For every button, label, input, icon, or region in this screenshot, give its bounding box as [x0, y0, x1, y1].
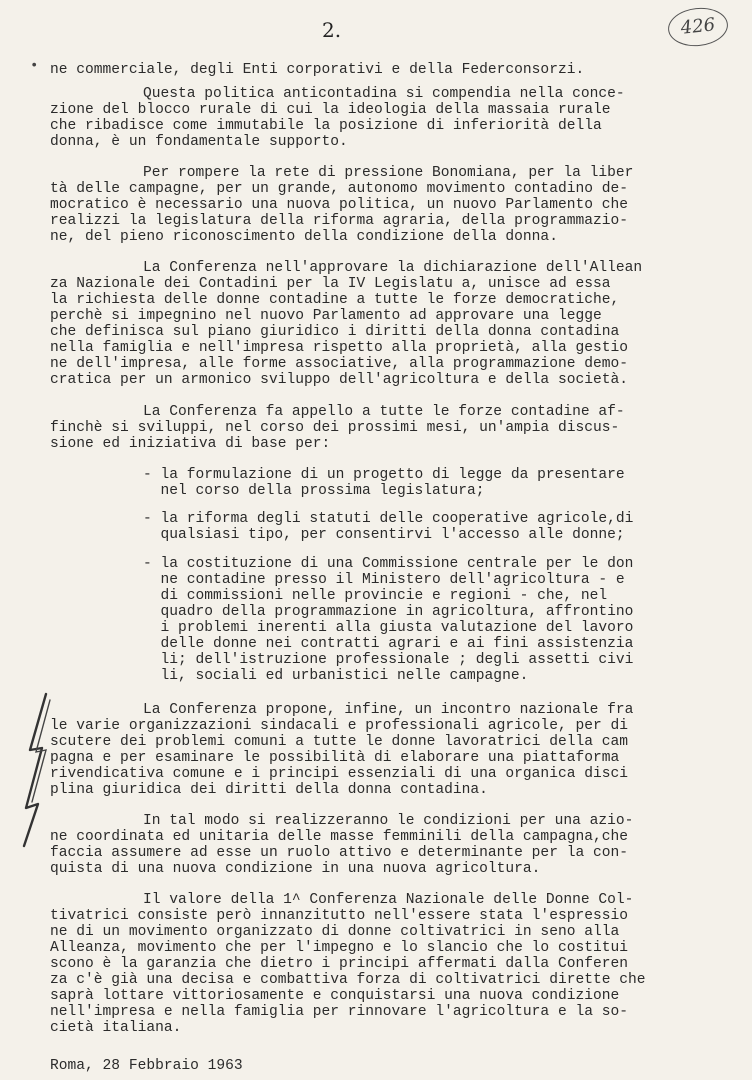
list-item-line: i problemi inerenti alla giusta valutazione del lavoro	[143, 620, 634, 636]
text-line: ne di un movimento organizzato di donne coltivatrici in seno alla	[50, 924, 620, 940]
text-line: finchè si sviluppi, nel corso dei prossimi mesi, un'ampia discus-	[50, 420, 620, 436]
text-line: ne dell'impresa, alle forme associative, alla programmazione demo-	[50, 356, 629, 372]
list-item-line: quadro della programmazione in agricoltura, affrontino	[143, 604, 634, 620]
text-line: la richiesta delle donne contadine a tutte le forze democratiche,	[50, 292, 620, 308]
text-line: tà delle campagne, per un grande, autonomo movimento contadino de-	[50, 181, 629, 197]
text-line: Questa politica anticontadina si compendia nella conce-	[143, 86, 625, 102]
text-line: Il valore della 1^ Conferenza Nazionale delle Donne Col-	[143, 892, 634, 908]
text-line: le varie organizzazioni sindacali e professionali agricole, per di	[50, 718, 629, 734]
text-line: La Conferenza nell'approvare la dichiarazione dell'Allean	[143, 260, 643, 276]
text-line: ne, del pieno riconoscimento della condizione della donna.	[50, 229, 558, 245]
text-line: plina giuridica dei diritti della donna contadina.	[50, 782, 488, 798]
list-item-line: delle donne nei contratti agrari e ai fini assistenzia	[143, 636, 634, 652]
text-line: donna, è un fondamentale supporto.	[50, 134, 348, 150]
list-item-line: - la riforma degli statuti delle cooperative agricole,di	[143, 511, 634, 527]
text-line: In tal modo si realizzeranno le condizioni per una azio-	[143, 813, 634, 829]
text-line: realizzi la legislatura della riforma agraria, della programmazio-	[50, 213, 629, 229]
list-item-line: ne contadine presso il Ministero dell'agricoltura - e	[143, 572, 625, 588]
text-line: Alleanza, movimento che per l'impegno e lo slancio che lo costitui	[50, 940, 629, 956]
text-line: rivendicativa comune e i principi essenziali di una organica disci	[50, 766, 629, 782]
text-line: ne commerciale, degli Enti corporativi e della Federconsorzi.	[50, 62, 585, 78]
place-date: Roma, 28 Febbraio 1963	[50, 1058, 243, 1074]
text-line: La Conferenza propone, infine, un incontro nazionale fra	[143, 702, 634, 718]
text-line: che definisca sul piano giuridico i diritti della donna contadina	[50, 324, 620, 340]
text-line: mocratico è necessario una nuova politica, un nuovo Parlamento che	[50, 197, 629, 213]
list-item-line: qualsiasi tipo, per consentirvi l'accesso alle donne;	[143, 527, 625, 543]
margin-dot: •	[30, 58, 39, 74]
text-line: Per rompere la rete di pressione Bonomiana, per la liber	[143, 165, 634, 181]
archive-number-stamp: 426	[666, 5, 730, 49]
text-line: nella famiglia e nell'impresa rispetto alla proprietà, alla gestio	[50, 340, 629, 356]
text-line: cratica per un armonico sviluppo dell'agricoltura e della società.	[50, 372, 629, 388]
text-line: perchè si impegnino nel nuovo Parlamento ad approvare una legge	[50, 308, 602, 324]
list-item-line: nel corso della prossima legislatura;	[143, 483, 485, 499]
text-line: ne coordinata ed unitaria delle masse femminili della campagna,che	[50, 829, 629, 845]
text-line: nell'impresa e nella famiglia per rinnovare l'agricoltura e la so-	[50, 1004, 629, 1020]
text-line: che ribadisce come immutabile la posizione di inferiorità della	[50, 118, 602, 134]
text-line: pagna e per esaminare le possibilità di elaborare una piattaforma	[50, 750, 620, 766]
text-line: zione del blocco rurale di cui la ideologia della massaia rurale	[50, 102, 611, 118]
text-line: faccia assumere ad esse un ruolo attivo e determinante per la con-	[50, 845, 629, 861]
text-line: tivatrici consiste però innanzitutto nell'essere stata l'espressio	[50, 908, 629, 924]
list-item-line: di commissioni nelle provincie e regioni - che, nel	[143, 588, 608, 604]
text-line: saprà lottare vittoriosamente e conquistarsi una nuova condizione	[50, 988, 620, 1004]
text-line: La Conferenza fa appello a tutte le forze contadine af-	[143, 404, 625, 420]
text-line: za c'è già una decisa e combattiva forza di coltivatrici dirette che	[50, 972, 646, 988]
list-item-line: - la formulazione di un progetto di legge da presentare	[143, 467, 625, 483]
list-item-line: - la costituzione di una Commissione centrale per le don	[143, 556, 634, 572]
list-item-line: li, sociali ed urbanistici nelle campagne.	[143, 668, 529, 684]
page-number: 2.	[322, 18, 342, 42]
text-line: za Nazionale dei Contadini per la IV Legislatu a, unisce ad essa	[50, 276, 611, 292]
text-line: sione ed iniziativa di base per:	[50, 436, 331, 452]
text-line: scono è la garanzia che dietro i principi affermati dalla Conferen	[50, 956, 629, 972]
list-item-line: li; dell'istruzione professionale ; degli assetti civi	[143, 652, 634, 668]
text-line: cietà italiana.	[50, 1020, 182, 1036]
text-line: quista di una nuova condizione in una nuova agricoltura.	[50, 861, 541, 877]
text-line: scutere dei problemi comuni a tutte le donne lavoratrici della cam	[50, 734, 629, 750]
